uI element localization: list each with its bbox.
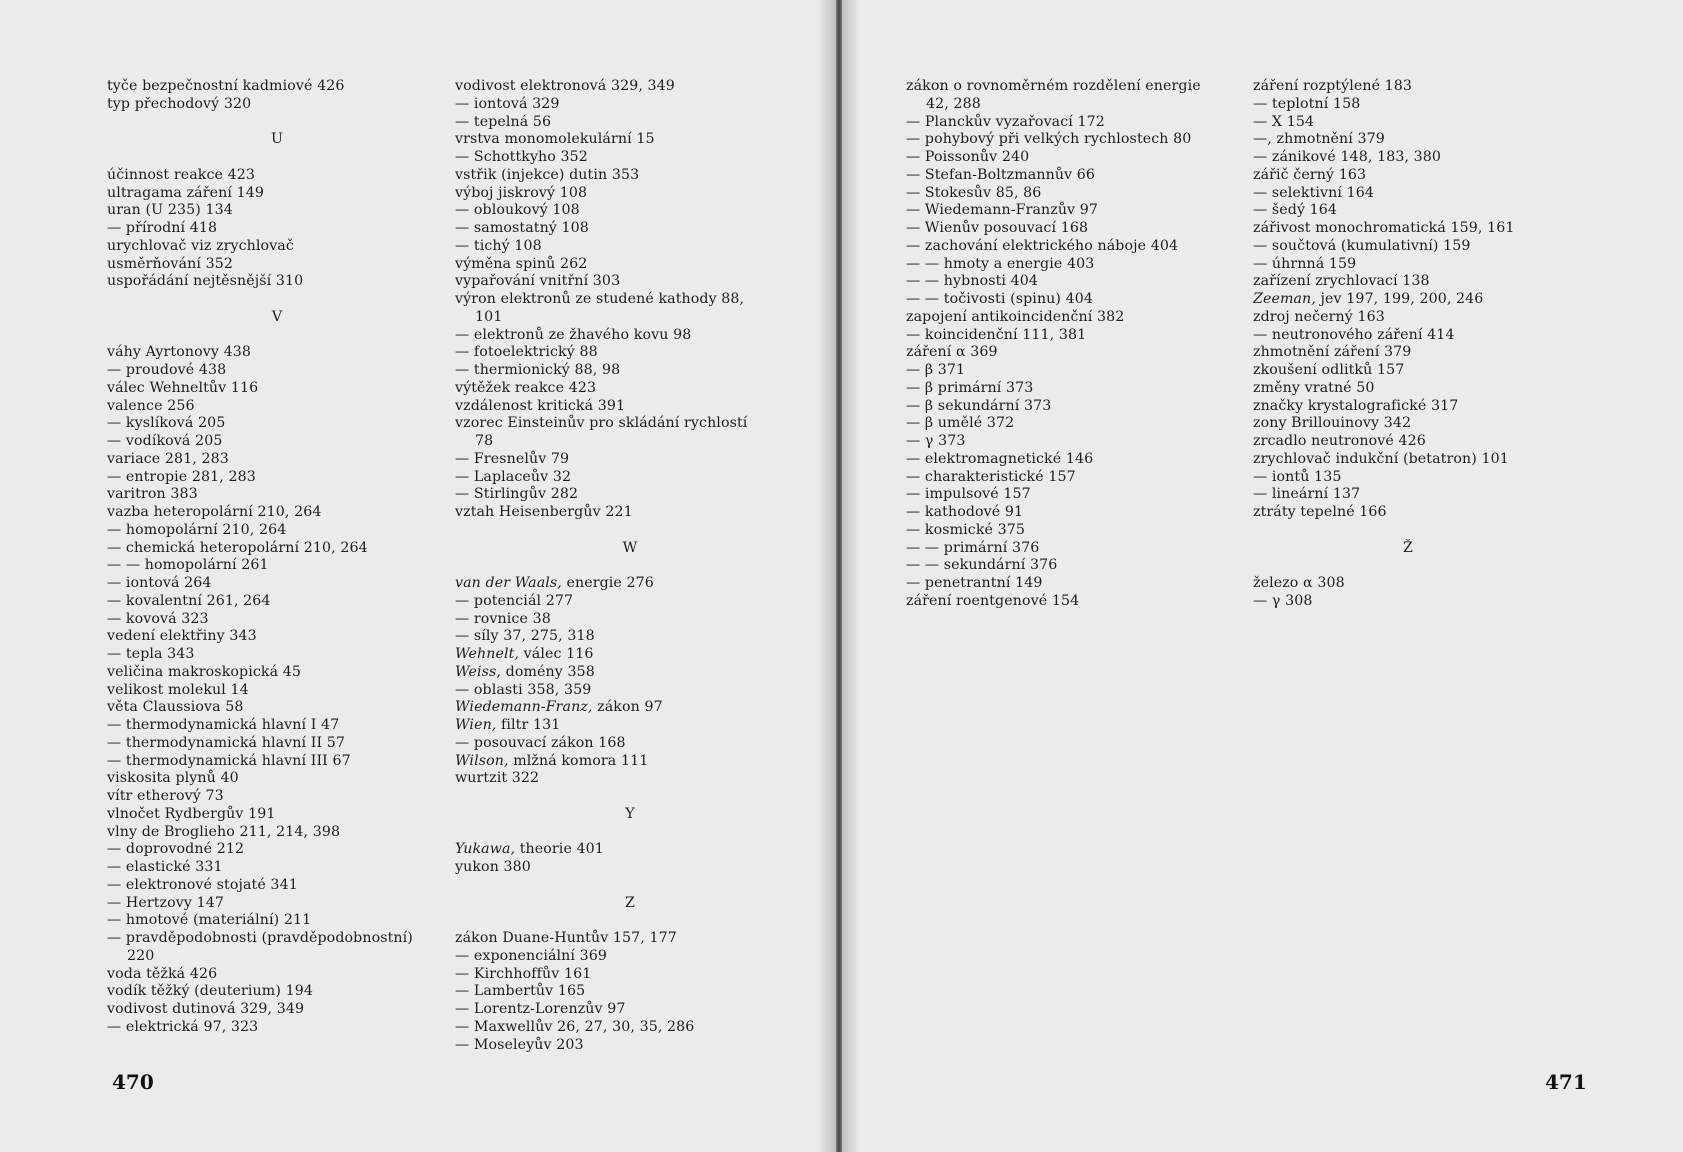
index-entry: — elektronové stojaté 341 (107, 876, 298, 893)
index-entry: — zachování elektrického náboje 404 (906, 237, 1179, 254)
index-entry: — elektrická 97, 323 (107, 1018, 259, 1035)
index-entry: — Hertzovy 147 (107, 894, 224, 911)
index-entry: výtěžek reakce 423 (455, 379, 597, 396)
index-entry: — Stefan-Boltzmannův 66 (906, 166, 1096, 183)
index-entry: vodivost dutinová 329, 349 (107, 1001, 305, 1017)
index-entry: — tepelná 56 (455, 113, 552, 130)
index-entry: záření roentgenové 154 (906, 592, 1080, 609)
index-entry: viskosita plynů 40 (107, 770, 239, 787)
section-spacer (1253, 522, 1563, 540)
index-entry: — entropie 281, 283 (107, 468, 256, 485)
entry-text: theorie 401 (515, 841, 604, 858)
index-entry: — kyslíková 205 (107, 415, 226, 432)
index-entry: — Moseleyův 203 (455, 1036, 584, 1053)
index-entry: zákon Duane-Huntův 157, 177 (455, 930, 677, 946)
section-spacer (455, 877, 805, 895)
entry-text: domény 358 (501, 663, 595, 680)
index-entry: — součtová (kumulativní) 159 (1253, 237, 1471, 254)
entry-name-italic: van der Waals, (455, 575, 562, 591)
index-entry: vstřik (injekce) dutin 353 (455, 166, 640, 183)
index-entry: záření α 369 (906, 344, 998, 361)
index-entry: — Stirlingův 282 (455, 486, 579, 503)
index-entry: — zánikové 148, 183, 380 (1253, 149, 1442, 165)
index-entry: — tepla 343 (107, 646, 195, 662)
index-entry: — obloukový 108 (455, 202, 580, 219)
index-entry: — β umělé 372 (906, 415, 1015, 432)
section-spacer (1253, 557, 1563, 575)
index-entry: — hmotové (materiální) 211 (107, 912, 312, 929)
page-number-right: 471 (1545, 1070, 1587, 1094)
index-entry: — penetrantní 149 (906, 575, 1043, 591)
index-entry: — impulsové 157 (906, 486, 1031, 503)
index-entry: — — homopolární 261 (107, 557, 269, 574)
index-entry: uspořádání nejtěsnější 310 (107, 273, 304, 290)
section-spacer (455, 824, 805, 842)
entry-name-italic: Yukawa, (455, 841, 516, 858)
index-entry: vítr etherový 73 (107, 788, 224, 804)
index-entry (455, 699, 805, 717)
index-entry: zony Brillouinovy 342 (1253, 415, 1412, 432)
index-entry: zrcadlo neutronové 426 (1253, 433, 1426, 449)
entry-name-italic: Weiss, (455, 663, 502, 680)
entry-name-italic: Wehnelt, (455, 646, 520, 662)
index-entry: — Wienův posouvací 168 (906, 220, 1089, 236)
index-entry: — fotoelektrický 88 (455, 344, 598, 361)
index-entry: — rovnice 38 (455, 610, 551, 627)
index-entry: — kovalentní 261, 264 (107, 592, 271, 609)
index-entry: — neutronového záření 414 (1253, 326, 1455, 343)
index-entry: vazba heteropolární 210, 264 (107, 504, 322, 520)
index-entry: zářič černý 163 (1253, 166, 1367, 183)
entry-text: jev 197, 199, 200, 246 (1315, 291, 1484, 307)
index-entry: — elektromagnetické 146 (906, 450, 1094, 467)
index-entry (455, 717, 805, 735)
index-entry: zářivost monochromatická 159, 161 (1253, 220, 1515, 236)
index-column-4 (1253, 78, 1563, 611)
index-entry (455, 753, 805, 771)
index-entry (455, 664, 805, 682)
index-entry: — kathodové 91 (906, 504, 1024, 520)
index-entry: — — točivosti (spinu) 404 (906, 291, 1094, 307)
index-entry: — Planckův vyzařovací 172 (906, 113, 1105, 130)
section-spacer (107, 149, 447, 167)
section-spacer (455, 912, 805, 930)
index-entry: — přírodní 418 (107, 220, 218, 236)
entry-text: energie 276 (561, 575, 654, 591)
index-entry: — exponenciální 369 (455, 947, 608, 964)
section-letter: U (270, 131, 284, 148)
book-spine (818, 0, 860, 1152)
index-entry: 42, 288 (926, 95, 981, 112)
section-letter: Ž (1403, 539, 1413, 556)
index-entry: — elektronů ze žhavého kovu 98 (455, 326, 692, 343)
index-entry: — koincidenční 111, 381 (906, 326, 1087, 343)
index-entry: yukon 380 (455, 859, 531, 875)
index-entry (455, 575, 805, 593)
index-entry: — Laplaceův 32 (455, 468, 572, 485)
index-entry: — Kirchhoffův 161 (455, 965, 592, 982)
index-entry: — γ 373 (906, 433, 966, 449)
index-entry: — síly 37, 275, 318 (455, 628, 595, 645)
index-column-2 (455, 78, 805, 1054)
index-entry: — chemická heteropolární 210, 264 (107, 539, 368, 556)
index-entry: vztah Heisenbergův 221 (455, 504, 633, 520)
entry-text: filtr 131 (496, 717, 561, 733)
index-entry: vzorec Einsteinův pro skládání rychlostí (455, 415, 748, 432)
index-entry: vzdálenost kritická 391 (455, 397, 626, 414)
index-entry: vedení elektřiny 343 (107, 628, 257, 645)
index-entry: zdroj nečerný 163 (1253, 308, 1385, 325)
index-entry: uran (U 235) 134 (107, 202, 233, 219)
index-entry: typ přechodový 320 (107, 95, 252, 112)
index-entry: značky krystalografické 317 (1253, 397, 1459, 414)
index-entry: zařízení zrychlovací 138 (1253, 273, 1430, 290)
index-entry: vrstva monomolekulární 15 (455, 131, 655, 148)
index-column-3 (906, 78, 1236, 611)
index-entry: vodík těžký (deuterium) 194 (107, 983, 313, 1000)
section-spacer (107, 114, 447, 132)
index-entry: — β 371 (906, 362, 966, 378)
index-entry: — — hybnosti 404 (906, 273, 1039, 290)
index-entry: ztráty tepelné 166 (1253, 504, 1387, 520)
index-entry: — kosmické 375 (906, 521, 1026, 538)
index-entry: — — sekundární 376 (906, 557, 1058, 574)
index-column-1 (107, 78, 447, 1037)
index-entry: — Lambertův 165 (455, 983, 586, 1000)
index-entry: — iontová 264 (107, 575, 212, 591)
section-spacer (455, 557, 805, 575)
index-entry: —, zhmotnění 379 (1253, 131, 1385, 148)
index-entry: zrychlovač indukční (betatron) 101 (1253, 450, 1509, 467)
index-entry: výměna spinů 262 (455, 255, 588, 272)
index-entry: výboj jiskrový 108 (455, 184, 588, 201)
index-entry: ultragama záření 149 (107, 184, 264, 201)
index-entry: — Lorentz-Lorenzův 97 (455, 1001, 626, 1017)
index-entry: — — hmoty a energie 403 (906, 255, 1095, 272)
index-entry: — thermodynamická hlavní III 67 (107, 752, 351, 769)
index-entry: výron elektronů ze studené kathody 88, (455, 291, 745, 307)
index-entry: 220 (127, 947, 155, 964)
index-entry: — kovová 323 (107, 610, 209, 627)
index-entry: účinnost reakce 423 (107, 166, 255, 183)
entry-name-italic: Wien, (455, 717, 497, 733)
index-entry: — selektivní 164 (1253, 184, 1375, 201)
index-entry: — šedý 164 (1253, 202, 1338, 219)
index-entry: 78 (475, 433, 494, 449)
index-entry: vlny de Broglieho 211, 214, 398 (107, 823, 341, 840)
index-entry: — thermodynamická hlavní I 47 (107, 717, 340, 733)
index-entry: voda těžká 426 (107, 965, 218, 982)
index-entry: — β sekundární 373 (906, 397, 1052, 414)
index-entry: — X 154 (1253, 113, 1315, 130)
index-entry: vypařování vnitřní 303 (455, 273, 621, 290)
index-entry: zákon o rovnoměrném rozdělení energie (906, 78, 1201, 94)
index-entry: — homopolární 210, 264 (107, 521, 287, 538)
index-entry: — γ 308 (1253, 592, 1313, 609)
index-entry: — proudové 438 (107, 362, 227, 378)
index-entry: — Poissonův 240 (906, 149, 1030, 165)
index-entry: — iontová 329 (455, 95, 560, 112)
index-entry: — charakteristické 157 (906, 468, 1076, 485)
index-entry: — úhrnná 159 (1253, 255, 1357, 272)
index-entry: zhmotnění záření 379 (1253, 344, 1412, 361)
index-entry: váhy Ayrtonovy 438 (107, 344, 251, 361)
index-entry: veličina makroskopická 45 (107, 663, 302, 680)
index-entry: — teplotní 158 (1253, 95, 1361, 112)
index-entry: — pravděpodobnosti (pravděpodobnostní) (107, 930, 413, 946)
section-spacer (107, 291, 447, 309)
index-entry: železo α 308 (1253, 575, 1345, 591)
index-entry: — doprovodné 212 (107, 841, 245, 858)
index-entry: usměrňování 352 (107, 255, 233, 272)
section-letter: V (271, 308, 283, 325)
index-entry: — Schottkyho 352 (455, 149, 588, 165)
entry-name-italic: Wiedemann-Franz, (455, 699, 593, 716)
index-entry: zapojení antikoincidenční 382 (906, 308, 1125, 325)
entry-text: zákon 97 (592, 699, 663, 716)
index-entry: — samostatný 108 (455, 220, 589, 236)
index-entry: — elastické 331 (107, 859, 223, 875)
index-entry: — thermionický 88, 98 (455, 362, 621, 378)
index-entry: věta Claussiova 58 (107, 699, 244, 716)
index-entry: — oblasti 358, 359 (455, 681, 592, 698)
index-entry (455, 841, 805, 859)
section-spacer (455, 522, 805, 540)
index-entry: — Fresnelův 79 (455, 450, 570, 467)
index-entry: — — primární 376 (906, 539, 1040, 556)
section-letter: W (622, 539, 638, 556)
entry-name-italic: Zeeman, (1253, 291, 1316, 307)
index-entry: — vodíková 205 (107, 433, 223, 449)
page-number-left: 470 (112, 1070, 154, 1094)
index-entry: — posouvací zákon 168 (455, 734, 626, 751)
entry-text: mlžná komora 111 (508, 752, 649, 769)
index-entry: válec Wehneltův 116 (107, 379, 259, 396)
index-entry: — pohybový při velkých rychlostech 80 (906, 131, 1192, 148)
index-entry: urychlovač viz zrychlovač (107, 237, 294, 254)
index-entry: wurtzit 322 (455, 770, 540, 787)
index-entry: — potenciál 277 (455, 592, 574, 609)
section-spacer (107, 327, 447, 345)
section-spacer (455, 788, 805, 806)
index-entry: valence 256 (107, 397, 195, 414)
index-entry: — Wiedemann-Franzův 97 (906, 202, 1099, 219)
entry-name-italic: Wilson, (455, 752, 509, 769)
index-entry: zkoušení odlitků 157 (1253, 362, 1405, 378)
index-entry: — iontů 135 (1253, 468, 1342, 485)
left-page (0, 0, 836, 1152)
section-letter: Z (625, 894, 635, 911)
index-entry: vodivost elektronová 329, 349 (455, 78, 675, 94)
index-entry: vlnočet Rydbergův 191 (107, 805, 276, 822)
index-entry: 101 (475, 308, 503, 325)
index-entry (1253, 291, 1563, 309)
index-entry: — thermodynamická hlavní II 57 (107, 734, 346, 751)
index-entry: velikost molekul 14 (107, 681, 249, 698)
index-entry: varitron 383 (107, 486, 198, 503)
index-entry: — β primární 373 (906, 379, 1034, 396)
index-entry: — tichý 108 (455, 237, 542, 254)
index-entry: záření rozptýlené 183 (1253, 78, 1413, 94)
index-entry: — Maxwellův 26, 27, 30, 35, 286 (455, 1018, 695, 1035)
section-letter: Y (625, 805, 635, 822)
index-entry (455, 646, 805, 664)
index-entry: změny vratné 50 (1253, 379, 1375, 396)
index-entry: — Stokesův 85, 86 (906, 184, 1042, 201)
index-entry: tyče bezpečnostní kadmiové 426 (107, 78, 345, 94)
index-entry: — lineární 137 (1253, 486, 1361, 503)
index-entry: variace 281, 283 (107, 450, 229, 467)
entry-text: válec 116 (519, 646, 594, 662)
